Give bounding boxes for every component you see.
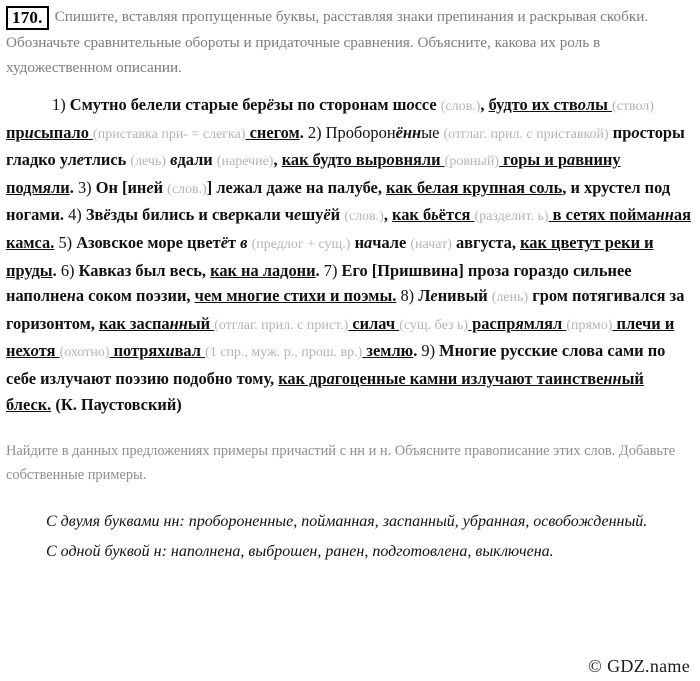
annotation: (отглаг. прил. с приставкой): [443, 126, 609, 142]
comparison-phrase-accent: нн: [603, 368, 622, 388]
annotation: (лень): [491, 290, 529, 306]
comparison-phrase: как б: [392, 205, 432, 225]
comparison-phrase-accent: и: [165, 341, 175, 361]
site-watermark: [588, 656, 690, 677]
text-run-accent: ё: [266, 95, 274, 114]
comparison-phrase: потрях: [109, 341, 166, 361]
text-run-accent: ё: [103, 205, 111, 225]
annotation: (разделит. ь): [474, 209, 549, 225]
comparison-phrase: ли: [51, 177, 70, 197]
text-run: Азовское море цвет: [72, 232, 221, 252]
text-run: ,: [273, 150, 282, 170]
text-run-accent: а: [364, 232, 373, 252]
text-run-accent: е: [294, 205, 302, 225]
text-run: т: [227, 232, 241, 252]
comparison-phrase: гоценные камни излучают таинстве: [334, 368, 604, 388]
comparison-phrase: ый блеск.: [6, 368, 644, 414]
comparison-phrase-accent: и: [24, 122, 34, 142]
comparison-phrase: снегом: [245, 122, 300, 142]
text-run-accent: о: [406, 95, 415, 114]
comparison-phrase-accent: о: [386, 150, 395, 170]
text-run: .: [315, 260, 320, 280]
text-run: тлись: [84, 150, 131, 170]
text-run: нивый: [437, 286, 492, 306]
annotation: (1 спр., муж. р., прош. вр.): [205, 345, 363, 361]
comparison-phrase: ётся: [438, 205, 475, 225]
text-run: августа,: [451, 232, 521, 252]
comparison-phrase-accent: о: [30, 341, 39, 361]
answer-block: [6, 509, 692, 564]
text-run: зды бились и св: [110, 205, 229, 225]
text-run-accent: нн: [402, 122, 422, 142]
answer-line-double-n: С двумя буквами нн: пробороненные, пойманная, заспанный, убранная, освобожденный.: [46, 513, 648, 531]
text-run: й: [330, 205, 345, 225]
comparison-phrase: как цветут реки и пруды: [6, 232, 654, 280]
comparison-phrase: сыпало: [33, 122, 94, 142]
text-run: Кавказ был весь,: [74, 260, 211, 280]
text-run: .: [299, 122, 304, 142]
subtask-instruction: Найдите в данных предложениях примеры причастий с нн и н. Объясните правописание этих слов. Добавьте собственные примеры.: [6, 443, 676, 484]
comparison-phrase: чем многие стихи и поэмы.: [194, 286, 397, 306]
text-run: ,: [480, 95, 489, 114]
comparison-phrase: пр: [6, 122, 25, 142]
text-run: ,: [383, 205, 393, 225]
text-run: ые: [421, 122, 444, 142]
text-run-accent: е: [228, 205, 236, 225]
comparison-phrase: плечи и нех: [6, 313, 675, 361]
text-run-accent: е: [430, 286, 438, 306]
comparison-phrase-accent: нн: [169, 313, 188, 333]
text-run: н: [350, 232, 365, 252]
site-name: GDZ.name: [607, 656, 690, 676]
text-run: Зв: [81, 205, 104, 225]
text-run: Л: [414, 286, 431, 306]
text-run-accent: в: [240, 232, 248, 252]
text-run: Проборон: [321, 122, 396, 142]
comparison-phrase-accent: а: [566, 150, 576, 170]
sentence-8-marker: 8): [400, 286, 415, 306]
text-run-accent: в: [170, 150, 178, 170]
comparison-phrase: ая камса.: [6, 205, 691, 252]
text-run: .: [413, 341, 418, 361]
comparison-phrase: распр: [468, 313, 516, 333]
text-run-accent: ё: [395, 122, 403, 142]
comparison-phrase: землю: [362, 341, 414, 361]
comparison-phrase: горы и р: [498, 150, 567, 170]
sentence-1-marker: 1): [52, 95, 66, 114]
annotation: (наречие): [216, 154, 274, 170]
exercise-number: 170.: [6, 6, 49, 30]
text-run: зы по сторонам ш: [273, 95, 407, 114]
text-run: дали: [177, 150, 217, 170]
text-run: шу: [301, 205, 324, 225]
comparison-phrase-accent: о: [577, 95, 586, 114]
copyright-icon: ©: [588, 656, 603, 676]
text-run-accent: ё: [220, 232, 228, 252]
annotation: (начат): [410, 236, 452, 252]
comparison-phrase: вняли: [394, 150, 445, 170]
comparison-phrase-accent: ь: [431, 205, 439, 225]
text-run: Многие русские слова сами по себе излучают поэзию подобно тому,: [6, 341, 666, 388]
text-run-accent: н: [66, 286, 76, 306]
text-run: ссе: [414, 95, 441, 114]
text-run: ] лежал даже на палубе,: [206, 177, 387, 197]
comparison-phrase: в сетях пойма: [548, 205, 656, 225]
sentence-6: [61, 261, 320, 280]
annotation: (слов.): [167, 181, 207, 197]
text-run: .: [69, 177, 74, 197]
comparison-phrase: вал: [174, 341, 206, 361]
text-run: а соком поэзии,: [75, 286, 195, 306]
text-run: ркали ч: [235, 205, 295, 225]
text-run: (К. Паустовский): [51, 394, 182, 414]
annotation: (слов.): [344, 209, 384, 225]
annotation: (охотно): [59, 345, 110, 361]
comparison-phrase: как др: [278, 368, 327, 388]
exercise-body: [6, 92, 692, 417]
comparison-phrase: как белая крупная соль: [386, 177, 563, 197]
comparison-phrase: как на ладони: [210, 260, 316, 280]
sentence-2-marker: 2): [307, 122, 322, 142]
comparison-phrase: тя: [38, 341, 60, 361]
comparison-phrase: силач: [348, 313, 400, 333]
comparison-phrase: как будто выр: [281, 150, 387, 170]
text-run: , и хрустел под ногами.: [6, 177, 671, 225]
annotation: (отглаг. прил. с прист.): [214, 317, 349, 333]
sentence-6-marker: 6): [60, 260, 75, 280]
answer-line-single-n: С одной буквой н: наполнена, выброшен, ранен, подготовлена, выключена.: [46, 542, 554, 560]
text-run: Смутно белели старые бер: [65, 95, 267, 114]
text-run: й: [153, 177, 168, 197]
comparison-phrase-accent: нн: [655, 205, 674, 225]
comparison-phrase: внину подм: [6, 150, 621, 197]
annotation: (приставка при- = слегка): [93, 126, 246, 142]
annotation: (слов.): [440, 99, 481, 114]
text-run: гром потягивался за горизонтом,: [6, 286, 685, 333]
annotation: (лечь): [130, 154, 167, 170]
text-run: Он [ин: [91, 177, 147, 197]
comparison-phrase: как заспа: [99, 313, 170, 333]
comparison-phrase-accent: я: [42, 177, 52, 197]
text-run: Его [Пришвина] проза гораздо сильнее наполне: [6, 260, 632, 306]
sentence-5-marker: 5): [58, 232, 73, 252]
comparison-phrase: ый: [187, 313, 215, 333]
comparison-phrase: млял: [523, 313, 567, 333]
exercise-instruction-text: Спишите, вставляя пропущенные буквы, расставляя знаки препинания и раскрывая скобки. Обозначьте сравнительные обороты и придаточные сравнения. Объясните, какова их роль в художественном описании.: [6, 8, 649, 76]
text-run: .: [52, 260, 57, 280]
text-run: сторы гладко ул: [6, 122, 685, 170]
text-run-accent: о: [631, 122, 640, 142]
sentence-3-marker: 3): [77, 177, 92, 197]
exercise-instruction-block: [6, 4, 692, 80]
text-run: чале: [372, 232, 411, 252]
comparison-phrase-accent: я: [515, 313, 524, 333]
sentence-7-marker: 7): [323, 260, 338, 280]
annotation: (ствол): [611, 99, 654, 114]
sentence-4-marker: 4): [68, 205, 82, 225]
annotation: (сущ. без ь): [399, 317, 469, 333]
annotation: (ровный): [444, 154, 499, 170]
sentence-9-marker: 9): [421, 341, 436, 361]
annotation: (предлог + сущ.): [251, 236, 351, 252]
comparison-phrase-accent: а: [326, 368, 335, 388]
text-run-accent: е: [146, 177, 154, 197]
text-run-accent: ё: [323, 205, 331, 225]
text-run-accent: е: [76, 150, 85, 170]
comparison-phrase: будто их ств: [488, 95, 578, 114]
annotation: (прямо): [566, 317, 613, 333]
comparison-phrase: лы: [585, 95, 612, 114]
text-run: пр: [608, 122, 632, 142]
